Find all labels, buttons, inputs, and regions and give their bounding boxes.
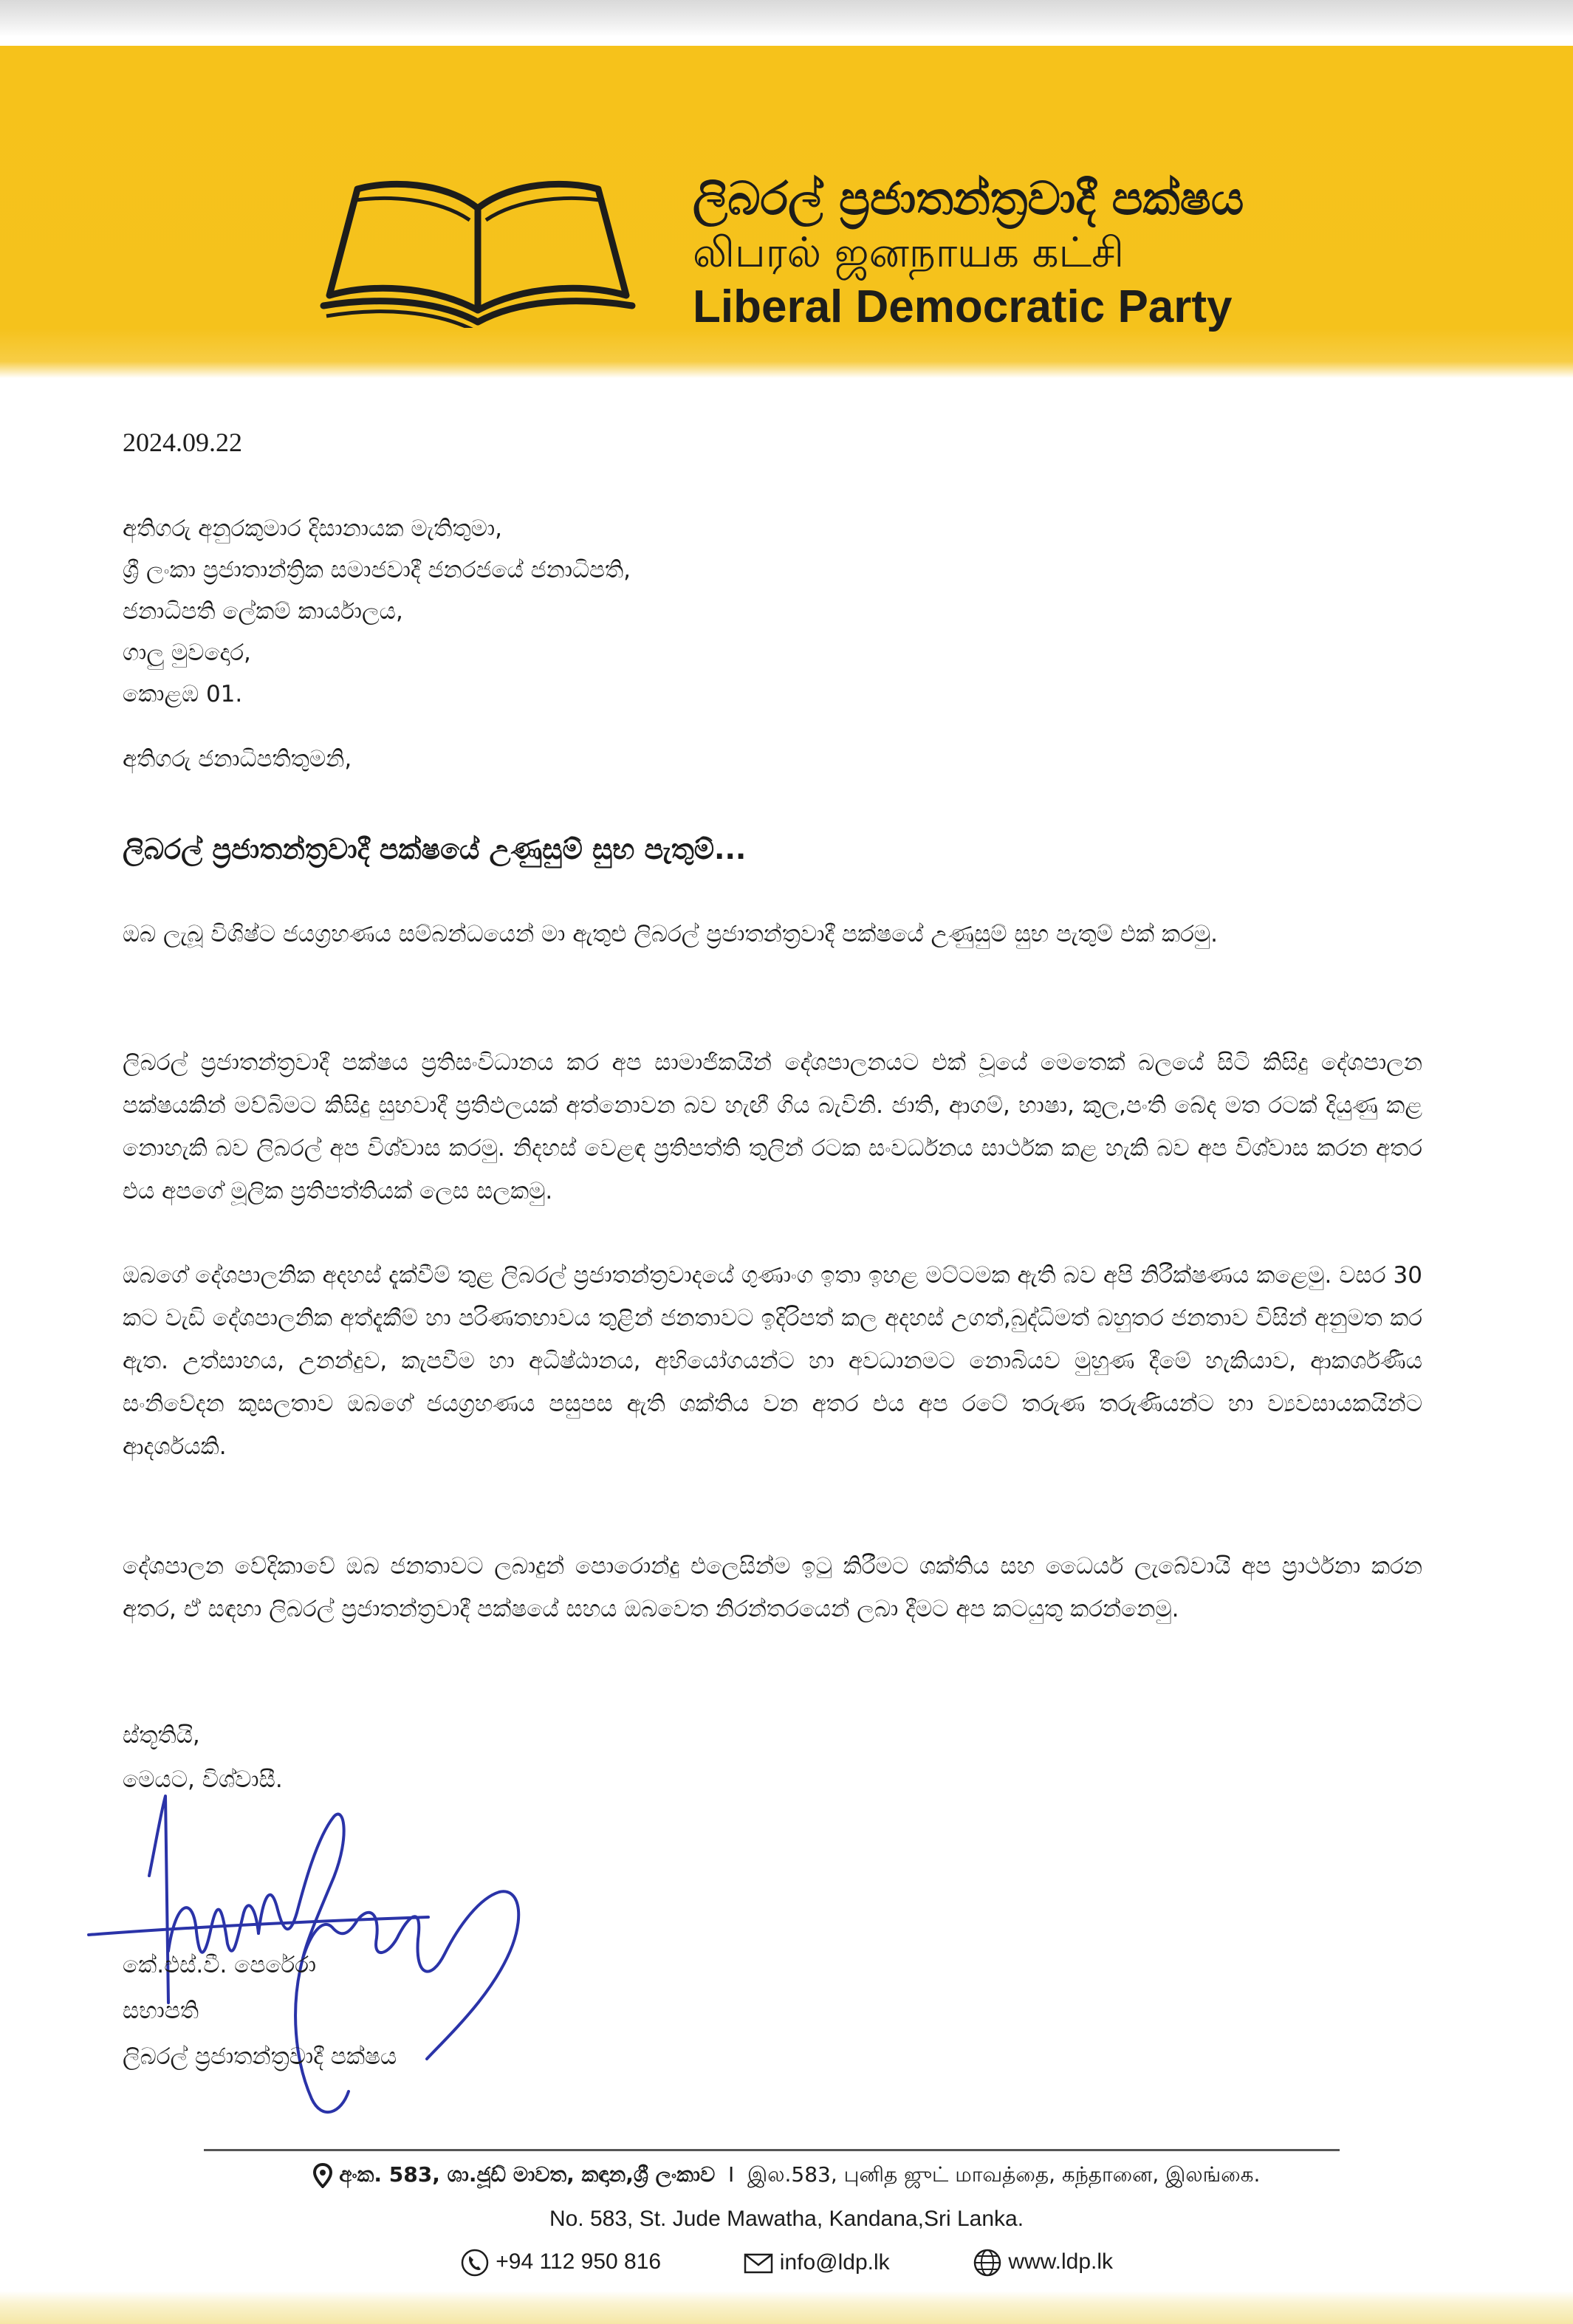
location-pin-icon	[313, 2163, 332, 2188]
scan-edge-bottom	[0, 2291, 1573, 2324]
address-line: ගාලු මුවදොර,	[123, 640, 251, 666]
party-name-sinhala: ලිබරල් ප්‍රජාතන්ත්‍රවාදී පක්ෂය	[693, 171, 1244, 225]
letterhead-banner	[0, 46, 1573, 378]
phone-number: +94 112 950 816	[496, 2249, 662, 2274]
address-line: ශ්‍රී ලංකා ප්‍රජාතාන්ත්‍රික සමාජවාදී ජනරජයේ ජනාධිපති,	[123, 557, 631, 583]
address-line: ජනාධිපති ලේකම් කාර්යාලය,	[123, 598, 403, 625]
open-book-icon	[319, 165, 637, 328]
subject-line: ලිබරල් ප්‍රජාතන්ත්‍රවාදී පක්ෂයේ උණුසුම් සුභ පැතුම්...	[123, 833, 747, 865]
address-line: කොළඹ 01.	[123, 681, 243, 707]
body-paragraph: ඔබ ලැබූ විශිෂ්ට ජයග්‍රහණය සම්බන්ධයෙන් මා ඇතුළු ලිබරල් ප්‍රජාතන්ත්‍රවාදී පක්ෂයේ උණුසුම් සුභ පැතුම් එක් කරමු.	[123, 921, 1218, 947]
signatory-organization: ලිබරල් ප්‍රජාතන්ත්‍රවාදී පක්ෂය	[123, 2043, 397, 2070]
address-sinhala: අංක. 583, ශා.ජූඩ් මාවත, කඳාන,ශ්‍රී ලංකාව	[339, 2162, 716, 2187]
signatory-title: සභාපති	[123, 1998, 199, 2024]
scan-edge-top	[0, 0, 1573, 37]
footer-website[interactable]	[973, 2248, 1113, 2277]
footer-phone[interactable]	[460, 2248, 661, 2277]
footer-address-english: No. 583, St. Jude Mawatha, Kandana,Sri Lanka.	[549, 2207, 1024, 2231]
website-url: www.ldp.lk	[1008, 2249, 1114, 2274]
footer-email[interactable]	[744, 2250, 889, 2275]
globe-icon	[973, 2248, 1002, 2277]
mail-icon	[744, 2252, 773, 2275]
closing-yours: මෙයට, විශ්වාසී.	[123, 1766, 283, 1793]
body-paragraph: ලිබරල් ප්‍රජාතන්ත්‍රවාදී පක්ෂය ප්‍රතිසංවිධානය කර අප සාමාජිකයින් දේශපාලනයට එක් වූයේ මෙතෙක් බලයේ සිටි කිසිදු දේශපාලන පක්ෂයකින් මව්බිමට කිසිදු සුභවාදී ප්‍රතිඵලයක් අත්නොවන බව හැඟී ගිය බැවිනි. ජාති, ආගම්, භාෂා, කුල,පංති බේද මත රටක් දියුණු කළ නොහැකි බව ලිබරල් අප විශ්වාස කරමු. නිදහස් වෙළඳ ප්‍රතිපත්ති තුලින් රටක සංවර්ධනය සාර්ථක කළ හැකි බව අප විශ්වාස කරන අතර එය අපගේ මූලික ප්‍රතිපත්තියක් ලෙස සලකමු.	[123, 1049, 1422, 1204]
address-separator: I	[728, 2162, 735, 2187]
party-name-tamil: லிபரல் ஜனநாயக கட்சி	[693, 229, 1125, 277]
address-tamil: இல.583, புனித ஜுட் மாவத்தை, கந்தானை, இலங்கை.	[747, 2162, 1261, 2187]
body-paragraph: දේශපාලන වේදිකාවේ ඔබ ජනතාවට ලබාදුන් පොරොන්දු එලෙසින්ම ඉටු කිරීමට ශක්තිය සහ ධෛර්ය ලැබේවායි අප ප්‍රාර්ථනා කරන අතර, ඒ සඳහා ලිබරල් ප්‍රජාතන්ත්‍රවාදී පක්ෂයේ සහය ඔබවෙත නිරන්තරයෙන් ලබා දීමට අප කටයුතු කරන්නෙමු.	[123, 1553, 1422, 1622]
recipient-address	[123, 508, 1230, 715]
phone-icon	[460, 2248, 490, 2277]
footer-divider	[204, 2149, 1340, 2151]
body-paragraph: ඔබගේ දේශපාලනික අදහස් දැක්වීම් තුළ ලිබරල් ප්‍රජාතන්ත්‍රවාදයේ ගුණාංග ඉතා ඉහළ මට්ටමක ඇති බව අපි නිරීක්ෂණය කළෙමු. වසර 30 කට වැඩි දේශපාලනික අත්දැකීම් හා පරිණතභාවය තුළින් ජනතාවට ඉදිරිපත් කල අදහස් උගත්,බුද්ධිමත් බහුතර ජනතාව විසින් අනුමත කර ඇත. උත්සාහය, උනන්දුව, කැපවීම හා අධිෂ්ඨානය, අභියෝගයන්ට හා අවධානමට නොබියව මුහුණ දීමේ හැකියාව, ආකර්ශණීය සංනිවේදන කුසලතාව ඔබගේ ජයග්‍රහණය පසුපස ඇති ශක්තිය වන අතර එය අප රටේ තරුණ තරුණියන්ට හා ව්‍යවසායකයින්ට ආදර්ශයකි.	[123, 1262, 1422, 1460]
address-line: අතිගරු අනුරකුමාර දිසානායක මැතිතුමා,	[123, 515, 502, 542]
signatory-block	[123, 1942, 397, 2080]
signatory-name: කේ.එස්.වී. පෙරේරා	[123, 1952, 317, 1978]
closing-thanks: ස්තූතියි,	[123, 1722, 200, 1749]
email-address: info@ldp.lk	[779, 2250, 890, 2275]
footer-contacts	[0, 2248, 1573, 2277]
letter-date: 2024.09.22	[123, 428, 242, 457]
salutation: අතිගරු ජනාධිපතිතුමනි,	[123, 746, 352, 772]
footer-address-local	[0, 2162, 1573, 2190]
party-name-english: Liberal Democratic Party	[693, 281, 1233, 332]
